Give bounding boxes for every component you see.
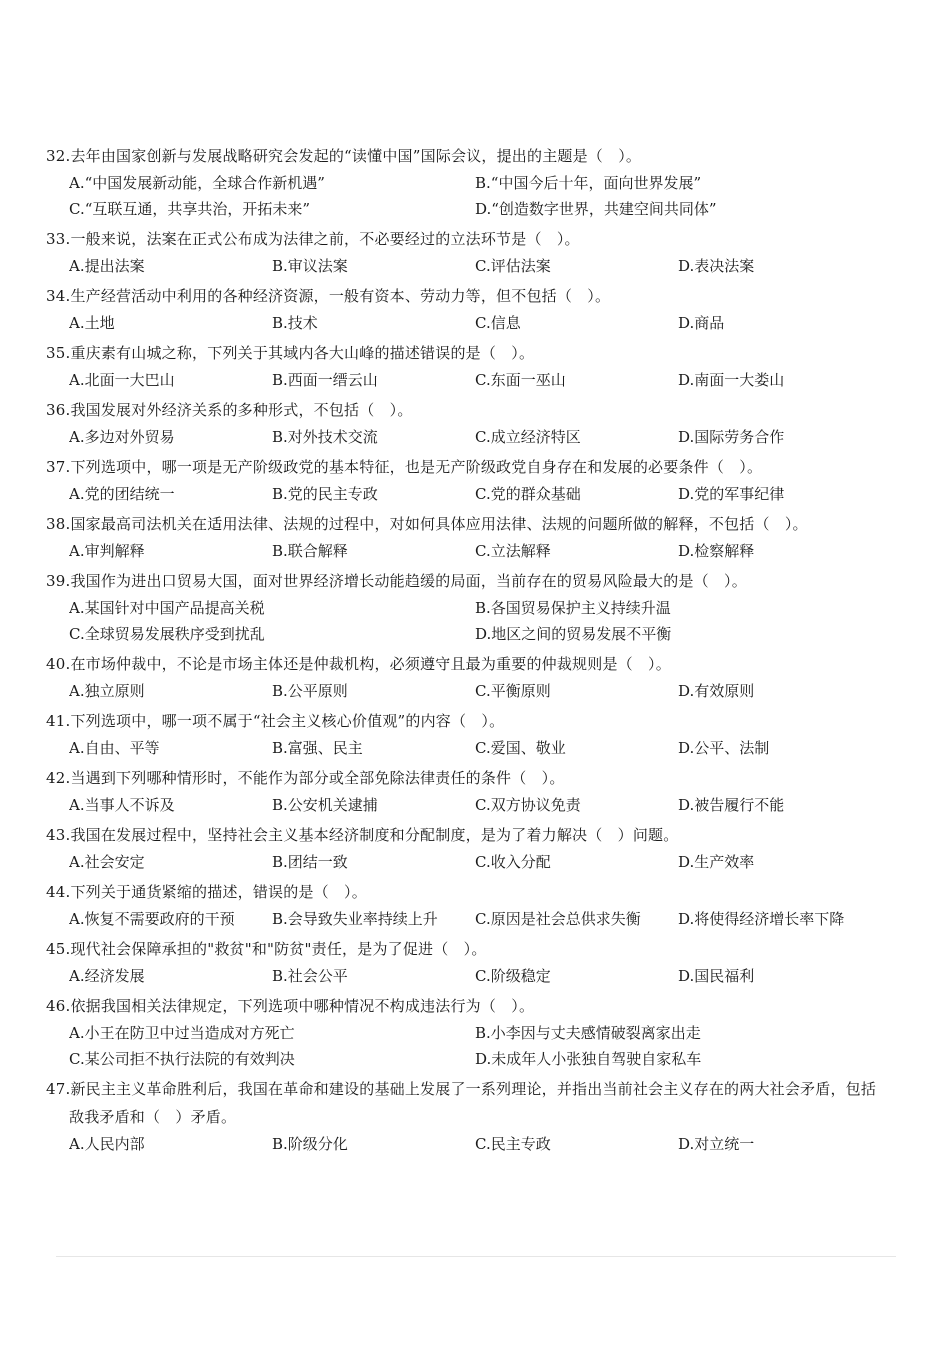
answer-option-a: A.多边对外贸易 [69, 428, 175, 446]
answer-option-b: B.小李因与丈夫感情破裂离家出走 [475, 1024, 701, 1042]
question-stem: 37.下列选项中，哪一项是无产阶级政党的基本特征，也是无产阶级政党自身存在和发展的必要条件（ ）。 [46, 458, 763, 476]
answer-option-c: C.东面一巫山 [475, 371, 566, 389]
answer-options [46, 678, 886, 704]
question-item [46, 992, 886, 1075]
answer-option-c: C.评估法案 [475, 257, 551, 275]
answer-option-c: C.平衡原则 [475, 682, 551, 700]
answer-option-a: A.审判解释 [69, 542, 145, 560]
answer-options [46, 1131, 886, 1157]
answer-options [46, 481, 886, 507]
bottom-divider [56, 1256, 896, 1257]
question-item [46, 453, 886, 510]
answer-option-b: B.联合解释 [272, 542, 348, 560]
question-stem: 34.生产经营活动中利用的各种经济资源，一般有资本、劳动力等，但不包括（ ）。 [46, 287, 611, 305]
question-item [46, 142, 886, 225]
answer-option-b: B.公平原则 [272, 682, 348, 700]
answer-option-b: B.技术 [272, 314, 318, 332]
answer-options [46, 963, 886, 989]
answer-option-b: B.西面一缙云山 [272, 371, 378, 389]
question-item [46, 764, 886, 821]
question-stem: 44.下列关于通货紧缩的描述，错误的是（ ）。 [46, 883, 367, 901]
answer-option-d: D.南面一大娄山 [678, 371, 785, 389]
question-stem: 35.重庆素有山城之称，下列关于其域内各大山峰的描述错误的是（ ）。 [46, 344, 535, 362]
question-item [46, 707, 886, 764]
question-stem: 43.我国在发展过程中，坚持社会主义基本经济制度和分配制度，是为了着力解决（ ）问题。 [46, 826, 679, 844]
answer-option-a: A.某国针对中国产品提高关税 [69, 599, 265, 617]
answer-option-a: A.社会安定 [69, 853, 145, 871]
question-stem: 33.一般来说，法案在正式公布成为法律之前，不必要经过的立法环节是（ ）。 [46, 230, 580, 248]
question-stem: 47.新民主主义革命胜利后，我国在革命和建设的基础上发展了一系列理论，并指出当前社会主义存在的两大社会矛盾，包括敌我矛盾和（ ）矛盾。 [46, 1080, 877, 1126]
question-item [46, 650, 886, 707]
answer-option-a: A.当事人不诉及 [69, 796, 175, 814]
answer-option-d: D.国际劳务合作 [678, 428, 785, 446]
answer-option-d: D.检察解释 [678, 542, 755, 560]
answer-options [46, 310, 886, 336]
answer-option-b: B.阶级分化 [272, 1135, 348, 1153]
answer-option-b: B.团结一致 [272, 853, 348, 871]
question-item [46, 1075, 886, 1160]
answer-options [46, 253, 886, 279]
answer-option-c: C.阶级稳定 [475, 967, 551, 985]
answer-option-b: B.会导致失业率持续上升 [272, 910, 438, 928]
answer-option-b: B.公安机关逮捕 [272, 796, 378, 814]
answer-options [46, 906, 886, 932]
question-stem: 39.我国作为进出口贸易大国，面对世界经济增长动能趋缓的局面，当前存在的贸易风险最大的是（ ）。 [46, 572, 747, 590]
answer-option-a: A.人民内部 [69, 1135, 145, 1153]
question-stem: 36.我国发展对外经济关系的多种形式，不包括（ ）。 [46, 401, 413, 419]
question-stem: 46.依据我国相关法律规定，下列选项中哪种情况不构成违法行为（ ）。 [46, 997, 535, 1015]
answer-option-d: D.将使得经济增长率下降 [678, 910, 845, 928]
answer-option-d: D.“创造数字世界，共建空间共同体” [475, 200, 717, 218]
question-item [46, 282, 886, 339]
answer-option-d: D.有效原则 [678, 682, 755, 700]
answer-option-c: C.信息 [475, 314, 521, 332]
answer-option-b: B.各国贸易保护主义持续升温 [475, 599, 671, 617]
answer-option-d: D.未成年人小张独自驾驶自家私车 [475, 1050, 702, 1068]
answer-options [46, 424, 886, 450]
answer-option-d: D.对立统一 [678, 1135, 755, 1153]
answer-option-c: C.全球贸易发展秩序受到扰乱 [69, 625, 265, 643]
question-item [46, 339, 886, 396]
answer-option-d: D.公平、法制 [678, 739, 770, 757]
answer-option-d: D.表决法案 [678, 257, 755, 275]
answer-option-d: D.生产效率 [678, 853, 755, 871]
answer-options [46, 1020, 886, 1072]
question-list [46, 142, 886, 1160]
answer-option-a: A.“中国发展新动能，全球合作新机遇” [69, 174, 325, 192]
answer-option-c: C.成立经济特区 [475, 428, 581, 446]
answer-option-a: A.经济发展 [69, 967, 145, 985]
answer-option-a: A.独立原则 [69, 682, 145, 700]
question-item [46, 821, 886, 878]
answer-options [46, 849, 886, 875]
answer-option-a: A.提出法案 [69, 257, 145, 275]
question-item [46, 935, 886, 992]
answer-option-c: C.收入分配 [475, 853, 551, 871]
answer-option-a: A.土地 [69, 314, 115, 332]
question-item [46, 878, 886, 935]
answer-option-a: A.北面一大巴山 [69, 371, 175, 389]
answer-option-b: B.对外技术交流 [272, 428, 378, 446]
question-item [46, 396, 886, 453]
answer-option-c: C.双方协议免责 [475, 796, 581, 814]
answer-option-d: D.被告履行不能 [678, 796, 785, 814]
answer-option-d: D.商品 [678, 314, 725, 332]
answer-options [46, 792, 886, 818]
question-stem: 45.现代社会保障承担的"救贫"和"防贫"责任，是为了促进（ ）。 [46, 940, 487, 958]
question-item [46, 225, 886, 282]
question-spacer [46, 1157, 886, 1160]
answer-option-d: D.地区之间的贸易发展不平衡 [475, 625, 672, 643]
answer-option-b: B.社会公平 [272, 967, 348, 985]
question-item [46, 567, 886, 650]
answer-option-b: B.富强、民主 [272, 739, 363, 757]
answer-option-c: C.民主专政 [475, 1135, 551, 1153]
answer-options [46, 367, 886, 393]
answer-option-a: A.党的团结统一 [69, 485, 175, 503]
question-stem: 41.下列选项中，哪一项不属于“社会主义核心价值观”的内容（ ）。 [46, 712, 505, 730]
answer-option-a: A.自由、平等 [69, 739, 160, 757]
question-item [46, 510, 886, 567]
answer-options [46, 595, 886, 647]
answer-option-c: C.某公司拒不执行法院的有效判决 [69, 1050, 295, 1068]
answer-option-b: B.审议法案 [272, 257, 348, 275]
answer-option-c: C.“互联互通，共享共治，开拓未来” [69, 200, 311, 218]
answer-options [46, 538, 886, 564]
answer-option-b: B.“中国今后十年，面向世界发展” [475, 174, 702, 192]
answer-option-c: C.党的群众基础 [475, 485, 581, 503]
question-stem: 32.去年由国家创新与发展战略研究会发起的“读懂中国”国际会议，提出的主题是（ ）。 [46, 147, 642, 165]
answer-options [46, 735, 886, 761]
answer-option-a: A.小王在防卫中过当造成对方死亡 [69, 1024, 295, 1042]
question-stem: 38.国家最高司法机关在适用法律、法规的过程中，对如何具体应用法律、法规的问题所做的解释，不包括（ ）。 [46, 515, 808, 533]
answer-option-d: D.国民福利 [678, 967, 755, 985]
question-stem: 40.在市场仲裁中，不论是市场主体还是仲裁机构，必须遵守且最为重要的仲裁规则是（ ）。 [46, 655, 671, 673]
answer-option-b: B.党的民主专政 [272, 485, 378, 503]
answer-option-d: D.党的军事纪律 [678, 485, 785, 503]
answer-option-c: C.立法解释 [475, 542, 551, 560]
answer-option-c: C.爱国、敬业 [475, 739, 566, 757]
answer-option-c: C.原因是社会总供求失衡 [475, 910, 641, 928]
answer-options [46, 170, 886, 222]
answer-option-a: A.恢复不需要政府的干预 [69, 910, 235, 928]
question-stem: 42.当遇到下列哪种情形时，不能作为部分或全部免除法律责任的条件（ ）。 [46, 769, 565, 787]
